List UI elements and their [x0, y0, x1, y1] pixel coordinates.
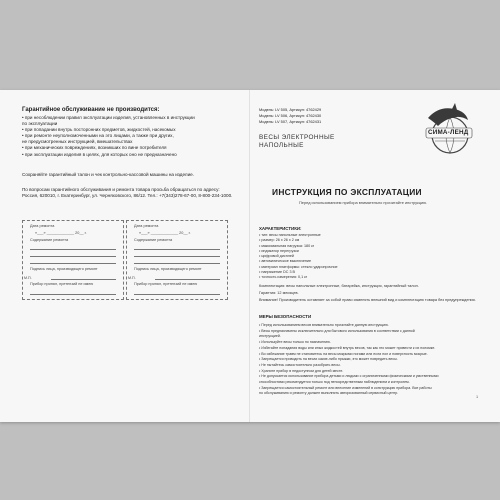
- list-item: • при эксплуатации изделия в целях, для которых оно не предназначено: [22, 151, 177, 157]
- page-number: 1: [476, 395, 479, 399]
- content-label: Содержание ремонта: [30, 238, 69, 242]
- model-line: Модель: LV 505, Артикул: 4762429: [259, 107, 322, 112]
- list-item: • Запрещается самостоятельный ремонт или внесение изменений в конструкцию прибора. Все работы: [259, 385, 432, 390]
- list-item: • точность измерения: 0,1 кг: [259, 275, 308, 280]
- manufacturer-note: Внимание! Производитель оставляет за собой право изменять внешний вид и комплектацию товара без предупреждения.: [259, 298, 476, 302]
- list-item: • индикатор перегрузки: [259, 248, 299, 253]
- manual-subtitle: Перед использованием прибора внимательно прочитайте инструкцию.: [299, 200, 428, 205]
- manual-title: ИНСТРУКЦИЯ ПО ЭКСПЛУАТАЦИИ: [272, 187, 422, 197]
- model-line: Модель: LV 507, Артикул: 4762431: [259, 118, 322, 124]
- service-contact: По вопросам гарантийного обслуживания и ремонта товара просьба обращаться по адресу: Россия, 620010, г. Екатеринбург, ул. Черняховского, 86/12. Тел.: +7(343)278-67-00, 8-800-234-1000.: [22, 187, 233, 198]
- list-item: • Весы предназначены исключительно для бытового использования в соответствии с данной: [259, 328, 415, 333]
- specs-list: [259, 233, 409, 281]
- blank-line: [134, 256, 220, 257]
- blank-line: [30, 294, 116, 295]
- date-label: Дата ремонта: [30, 224, 55, 228]
- blank-line: [30, 263, 116, 264]
- list-item: • Перед использованием весов внимательно прочитайте данную инструкцию.: [259, 323, 389, 327]
- date-fill: «___» _____________ 20__ г.: [139, 231, 191, 235]
- brand-logo: [422, 100, 476, 160]
- list-item: • Используйте весы только по назначению.: [259, 340, 331, 345]
- list-item: • Не пытайтесь самостоятельно разобрать весы.: [259, 362, 341, 367]
- content-label: Содержание ремонта: [134, 238, 173, 242]
- blank-line: [30, 256, 116, 257]
- signature-label: Подпись лица, производящего ремонт: [134, 267, 202, 271]
- list-item: • материал платформы: стекло ударопрочное: [259, 264, 338, 269]
- list-item: • автоматическое выключение: [259, 259, 312, 264]
- product-title-line: ВЕСЫ ЭЛЕКТРОННЫЕ: [259, 134, 335, 141]
- list-item: • при ремонте неуполномоченными на это лицами, а также при других,: [22, 133, 174, 139]
- date-label: Дата ремонта: [134, 224, 159, 228]
- instruction-sheet: [0, 90, 500, 422]
- repair-card-left: [22, 220, 124, 300]
- list-item: • Запрещается проводить на весах какие-либо прыжки, это может повредить весы.: [259, 357, 398, 362]
- product-title: [259, 134, 335, 150]
- blank-line: [134, 249, 220, 250]
- date-fill: «___» _____________ 20__ г.: [35, 231, 87, 235]
- list-item: не предусмотренных инструкцией, вмешательствах: [22, 139, 133, 145]
- list-item: • Не допускается использование прибора детьми и людьми с ограниченными физическими и умственными: [259, 374, 439, 379]
- list-item: • размер: 26 х 26 х 2 см: [259, 238, 300, 243]
- safety-list: [259, 323, 484, 397]
- warranty-period: Гарантия: 12 месяцев.: [259, 291, 299, 295]
- model-list: [259, 107, 349, 124]
- model-line: Модель: LV 506, Артикул: 4762430: [259, 112, 322, 118]
- blank-line: [134, 294, 220, 295]
- kit-text: Комплектация: весы напольные электронные, батарейка, инструкция, гарантийный талон.: [259, 284, 419, 288]
- warranty-title: Гарантийное обслуживание не производится:: [22, 107, 160, 113]
- fold-line: [249, 90, 250, 422]
- signature-label: Подпись лица, производящего ремонт: [30, 267, 98, 271]
- accept-label: Прибор принял, претензий не имею: [30, 282, 94, 286]
- list-item: • Во избежание травм не становитесь на весы мокрыми ногами или если пол и поверхность мокрые.: [259, 351, 428, 356]
- list-item: • максимальная нагрузка: 180 кг: [259, 243, 315, 248]
- specs-heading: ХАРАКТЕРИСТИКИ:: [259, 226, 302, 231]
- logo-text: СИМА-ЛЕНД: [428, 129, 469, 136]
- blank-line: [30, 249, 116, 250]
- list-item: • при попадании внутрь посторонних предметов, жидкостей, насекомых: [22, 127, 176, 133]
- safety-heading: МЕРЫ БЕЗОПАСНОСТИ: [259, 314, 312, 319]
- list-item: • Избегайте попадания воды или иных жидкостей внутрь весов, так как это может привести к их поломке.: [259, 345, 436, 350]
- accept-label: Прибор принял, претензий не имею: [134, 282, 198, 286]
- blank-line: [51, 279, 116, 280]
- stamp-label: М.П.: [24, 276, 32, 280]
- list-item: по эксплуатации: [22, 121, 58, 127]
- list-item: инструкцией.: [259, 334, 281, 339]
- list-item: • Храните прибор в недоступном для детей месте.: [259, 368, 344, 373]
- repair-card-right: [126, 220, 228, 300]
- keep-receipt-note: Сохраняйте гарантийный талон и чек контрольно-кассовой машины на изделие.: [22, 172, 194, 177]
- blank-line: [155, 279, 220, 280]
- product-title-line: НАПОЛЬНЫЕ: [259, 142, 304, 149]
- list-item: • цифровой дисплей: [259, 254, 294, 259]
- stamp-label: М.П.: [128, 276, 136, 280]
- list-item: • напряжение DC 3 В: [259, 270, 295, 275]
- list-item: • при несоблюдении правил эксплуатации изделия, установленных в инструкции: [22, 115, 195, 120]
- list-item: способностями рекомендуется только под непосредственным наблюдением и контролем.: [259, 380, 410, 385]
- warranty-exclusions-list: [22, 115, 237, 158]
- blank-line: [134, 263, 220, 264]
- list-item: • тип: весы напольные электронные: [259, 233, 321, 237]
- list-item: по обслуживанию и ремонту должен выполнять авторизованный сервисный центр.: [259, 391, 399, 396]
- list-item: • при механических повреждениях, возникших по вине потребителя: [22, 145, 167, 151]
